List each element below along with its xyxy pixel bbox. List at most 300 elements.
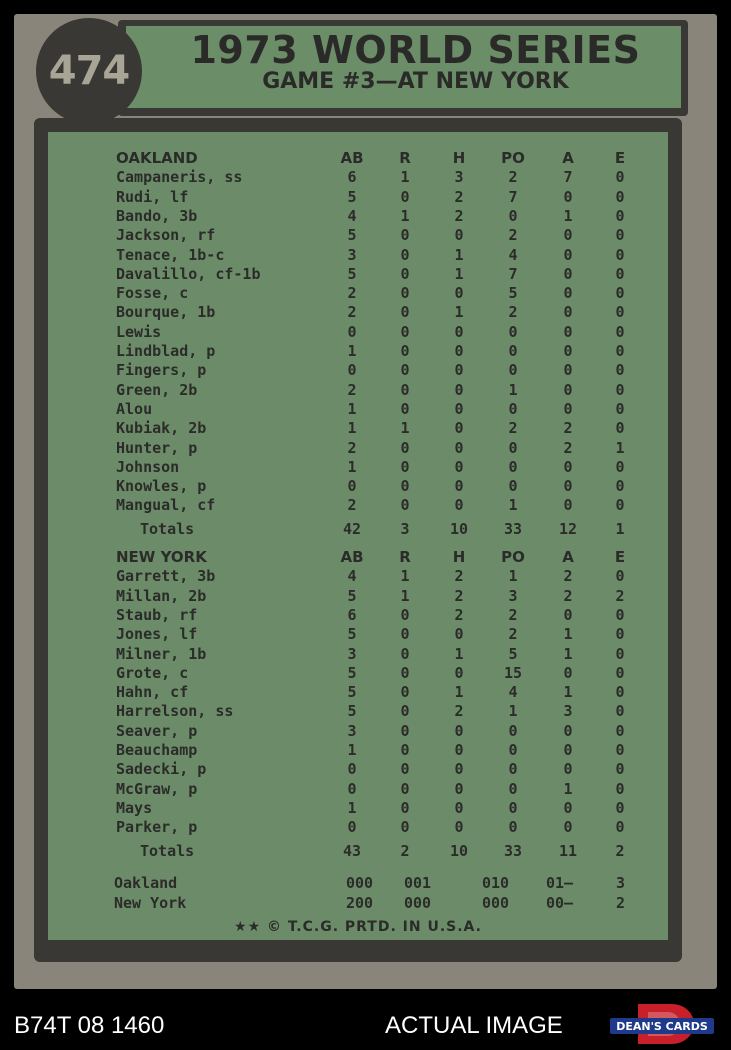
stat-cell: 1	[563, 683, 573, 702]
stat-cell: 0	[400, 702, 410, 721]
line-score-team: New York	[114, 894, 187, 912]
team-header-row	[48, 548, 668, 567]
stat-cell: 0	[347, 818, 357, 837]
stat-cell: 1	[400, 206, 410, 225]
stat-cell: 0	[454, 741, 464, 759]
player-row	[48, 361, 668, 380]
stat-cell: 0	[508, 741, 518, 759]
player-name: Davalillo, cf-1b	[116, 264, 261, 283]
stat-cell: 0	[400, 496, 410, 515]
player-row	[48, 645, 668, 664]
stat-cell: 0	[563, 342, 573, 360]
stat-cell: 0	[454, 798, 464, 817]
deans-cards-logo	[608, 1000, 718, 1048]
column-header: AB	[340, 548, 364, 566]
card-subtitle: GAME #3—AT NEW YORK	[262, 69, 569, 94]
totals-cell: 3	[400, 519, 410, 538]
line-score-runs: 3	[616, 874, 626, 892]
stat-cell: 0	[615, 477, 625, 496]
stat-cell: 0	[400, 779, 410, 798]
stat-cell: 0	[615, 760, 625, 779]
card-title: 1973 WORLD SERIES	[190, 28, 641, 72]
player-row	[48, 760, 668, 779]
stat-cell: 0	[454, 399, 464, 418]
stat-cell: 0	[400, 625, 410, 644]
column-header: H	[452, 149, 466, 167]
stat-cell: 0	[508, 798, 518, 817]
stat-cell: 1	[454, 264, 464, 283]
player-row	[48, 284, 668, 303]
stat-cell: 0	[615, 605, 625, 624]
stat-cell: 0	[454, 361, 464, 380]
stat-cell: 0	[615, 361, 625, 380]
stat-cell: 2	[615, 586, 625, 605]
stat-cell: 0	[400, 342, 410, 360]
player-name: Hunter, p	[116, 438, 198, 457]
stat-cell: 2	[508, 303, 518, 322]
stat-cell: 0	[508, 399, 518, 418]
stat-cell: 0	[400, 644, 410, 663]
stat-cell: 0	[508, 438, 518, 457]
stat-cell: 0	[563, 264, 573, 283]
totals-cell: 1	[615, 519, 625, 538]
stat-cell: 0	[400, 284, 410, 303]
stat-cell: 3	[454, 168, 464, 187]
stat-cell: 0	[615, 567, 625, 586]
stat-cell: 0	[508, 477, 518, 496]
stat-cell: 0	[615, 721, 625, 740]
stat-cell: 0	[508, 342, 518, 360]
column-header: E	[614, 149, 626, 167]
stat-cell: 0	[347, 779, 357, 798]
totals-cell: 43	[342, 841, 362, 860]
totals-cell: 10	[449, 841, 469, 860]
line-score-runs: 2	[616, 894, 626, 912]
stat-cell: 0	[563, 457, 573, 476]
inning-group: 001	[404, 874, 432, 892]
totals-label: Totals	[140, 841, 195, 860]
stat-cell: 1	[563, 644, 573, 663]
player-row	[48, 722, 668, 741]
totals-row	[48, 842, 668, 861]
stat-cell: 0	[454, 496, 464, 515]
inning-group: 000	[482, 894, 510, 912]
stat-cell: 2	[508, 605, 518, 624]
stat-cell: 7	[508, 264, 518, 283]
player-name: Lindblad, p	[116, 342, 216, 360]
actual-image-label: ACTUAL IMAGE	[385, 1012, 563, 1039]
stat-cell: 2	[454, 187, 464, 206]
player-row	[48, 342, 668, 361]
totals-cell: 10	[449, 519, 469, 538]
stat-cell: 3	[563, 702, 573, 721]
stat-cell: 2	[563, 567, 573, 586]
column-header: A	[562, 149, 574, 167]
stat-cell: 0	[563, 477, 573, 496]
totals-row	[48, 520, 668, 539]
player-row	[48, 400, 668, 419]
player-name: Bando, 3b	[116, 206, 198, 225]
stat-cell: 0	[400, 818, 410, 837]
stat-cell: 2	[563, 438, 573, 457]
stat-cell: 0	[615, 322, 625, 341]
stat-cell: 0	[563, 303, 573, 322]
stat-cell: 0	[615, 206, 625, 225]
stat-cell: 0	[615, 399, 625, 418]
player-row	[48, 265, 668, 284]
stat-cell: 1	[508, 380, 518, 399]
column-header: H	[452, 548, 466, 566]
player-name: Campaneris, ss	[116, 168, 243, 187]
stat-cell: 0	[454, 380, 464, 399]
stat-cell: 5	[347, 187, 357, 206]
stat-cell: 1	[508, 702, 518, 721]
stat-cell: 0	[400, 303, 410, 322]
player-name: Mangual, cf	[116, 496, 216, 515]
stat-cell: 0	[400, 187, 410, 206]
player-row	[48, 458, 668, 477]
stat-cell: 2	[347, 496, 357, 515]
stat-cell: 0	[400, 760, 410, 779]
stat-cell: 0	[615, 779, 625, 798]
stat-cell: 0	[563, 721, 573, 740]
player-name: Tenace, 1b-c	[116, 245, 225, 264]
stat-cell: 5	[347, 683, 357, 702]
player-row	[48, 226, 668, 245]
stat-cell: 0	[400, 683, 410, 702]
player-row	[48, 587, 668, 606]
stat-cell: 0	[400, 457, 410, 476]
team-name: NEW YORK	[116, 548, 207, 566]
column-header: PO	[501, 149, 525, 167]
stat-cell: 0	[400, 264, 410, 283]
stat-cell: 1	[563, 779, 573, 798]
stat-cell: 5	[508, 644, 518, 663]
totals-cell: 33	[503, 519, 523, 538]
player-name: Kubiak, 2b	[116, 419, 207, 438]
stat-cell: 0	[400, 477, 410, 496]
stat-cell: 1	[347, 741, 357, 759]
column-header: PO	[501, 548, 525, 566]
player-name: Mays	[116, 798, 153, 817]
totals-cell: 2	[615, 841, 625, 860]
stat-cell: 0	[615, 380, 625, 399]
stat-cell: 0	[615, 187, 625, 206]
stat-cell: 1	[347, 798, 357, 817]
stat-cell: 0	[563, 361, 573, 380]
player-row	[48, 664, 668, 683]
player-name: Beauchamp	[116, 741, 198, 759]
stat-cell: 0	[615, 342, 625, 360]
stat-cell: 0	[400, 380, 410, 399]
stat-cell: 1	[563, 206, 573, 225]
stat-cell: 0	[347, 322, 357, 341]
stat-cell: 1	[454, 303, 464, 322]
stat-cell: 0	[563, 284, 573, 303]
player-name: Lewis	[116, 322, 162, 341]
stat-cell: 0	[615, 702, 625, 721]
stat-cell: 0	[400, 322, 410, 341]
stat-cell: 1	[347, 419, 357, 438]
totals-cell: 33	[503, 841, 523, 860]
stat-cell: 0	[454, 342, 464, 360]
stat-cell: 0	[563, 798, 573, 817]
team-name: OAKLAND	[116, 149, 198, 167]
player-name: Grote, c	[116, 663, 189, 682]
logo-text: DEAN'S CARDS	[616, 1020, 708, 1033]
stat-cell: 1	[615, 438, 625, 457]
stat-cell: 5	[347, 264, 357, 283]
player-name: Fingers, p	[116, 361, 207, 380]
stat-cell: 0	[454, 226, 464, 245]
stat-cell: 4	[508, 245, 518, 264]
stat-cell: 4	[347, 567, 357, 586]
stat-cell: 0	[400, 399, 410, 418]
stat-cell: 0	[615, 644, 625, 663]
player-row	[48, 567, 668, 586]
stat-cell: 4	[508, 683, 518, 702]
player-row	[48, 818, 668, 837]
player-name: Parker, p	[116, 818, 198, 837]
stat-cell: 1	[400, 168, 410, 187]
inning-group: 000	[404, 894, 432, 912]
player-row	[48, 606, 668, 625]
stat-cell: 0	[508, 760, 518, 779]
stat-cell: 0	[454, 721, 464, 740]
card-number-badge: 474	[36, 18, 142, 124]
player-row	[48, 702, 668, 721]
stat-cell: 3	[347, 245, 357, 264]
stat-cell: 0	[454, 477, 464, 496]
player-name: Millan, 2b	[116, 586, 207, 605]
player-name: Alou	[116, 399, 153, 418]
column-header: E	[614, 548, 626, 566]
stat-cell: 0	[563, 187, 573, 206]
stat-cell: 1	[454, 683, 464, 702]
stat-cell: 0	[454, 284, 464, 303]
inning-group: 00—	[546, 894, 574, 912]
stat-cell: 0	[508, 818, 518, 837]
stat-cell: 1	[454, 245, 464, 264]
stat-cell: 2	[508, 625, 518, 644]
stat-cell: 2	[347, 284, 357, 303]
stat-cell: 0	[400, 438, 410, 457]
stat-cell: 0	[347, 477, 357, 496]
player-name: Johnson	[116, 457, 180, 476]
stat-cell: 1	[347, 457, 357, 476]
stat-cell: 0	[508, 322, 518, 341]
stat-cell: 0	[563, 496, 573, 515]
stat-cell: 4	[347, 206, 357, 225]
player-row	[48, 683, 668, 702]
stat-cell: 0	[615, 663, 625, 682]
stat-cell: 0	[454, 818, 464, 837]
stat-cell: 1	[347, 342, 357, 360]
player-row	[48, 207, 668, 226]
stat-cell: 1	[400, 419, 410, 438]
player-row	[48, 168, 668, 187]
stat-cell: 2	[454, 702, 464, 721]
stat-cell: 2	[454, 586, 464, 605]
column-header: R	[399, 548, 411, 566]
inning-group: 010	[482, 874, 510, 892]
inning-group: 200	[346, 894, 374, 912]
player-row	[48, 419, 668, 438]
player-name: Garrett, 3b	[116, 567, 216, 586]
stat-cell: 0	[454, 457, 464, 476]
stat-cell: 7	[563, 168, 573, 187]
player-row	[48, 303, 668, 322]
player-name: Hahn, cf	[116, 683, 189, 702]
stat-cell: 2	[454, 567, 464, 586]
player-name: Milner, 1b	[116, 644, 207, 663]
player-row	[48, 496, 668, 515]
stat-cell: 0	[508, 779, 518, 798]
line-score-team: Oakland	[114, 874, 178, 892]
stat-cell: 0	[400, 361, 410, 380]
stat-cell: 0	[615, 741, 625, 759]
stat-cell: 0	[400, 721, 410, 740]
player-name: Jones, lf	[116, 625, 198, 644]
stat-cell: 5	[347, 702, 357, 721]
stat-cell: 0	[400, 798, 410, 817]
stat-cell: 0	[400, 226, 410, 245]
stat-cell: 0	[563, 399, 573, 418]
stat-cell: 0	[454, 322, 464, 341]
stat-cell: 2	[563, 419, 573, 438]
player-row	[48, 780, 668, 799]
stat-cell: 0	[563, 380, 573, 399]
stat-cell: 0	[563, 663, 573, 682]
stat-cell: 0	[563, 741, 573, 759]
player-name: Sadecki, p	[116, 760, 207, 779]
player-row	[48, 799, 668, 818]
player-name: Jackson, rf	[116, 226, 216, 245]
stat-cell: 0	[347, 760, 357, 779]
player-name: McGraw, p	[116, 779, 198, 798]
player-row	[48, 439, 668, 458]
player-name: Green, 2b	[116, 380, 198, 399]
stat-cell: 0	[615, 798, 625, 817]
stat-cell: 2	[454, 605, 464, 624]
stat-cell: 1	[400, 567, 410, 586]
stat-cell: 0	[563, 322, 573, 341]
stat-cell: 6	[347, 605, 357, 624]
stat-cell: 0	[454, 779, 464, 798]
player-row	[48, 188, 668, 207]
stat-cell: 0	[563, 605, 573, 624]
stat-cell: 1	[454, 644, 464, 663]
player-name: Knowles, p	[116, 477, 207, 496]
stat-cell: 2	[508, 168, 518, 187]
stat-cell: 3	[347, 721, 357, 740]
stat-cell: 5	[508, 284, 518, 303]
stat-cell: 2	[347, 380, 357, 399]
player-name: Harrelson, ss	[116, 702, 234, 721]
column-header: R	[399, 149, 411, 167]
stat-cell: 0	[615, 284, 625, 303]
stat-cell: 2	[508, 226, 518, 245]
stat-cell: 0	[615, 625, 625, 644]
stat-cell: 2	[508, 419, 518, 438]
stat-cell: 0	[615, 226, 625, 245]
stat-cell: 5	[347, 226, 357, 245]
inventory-code: B74T 08 1460	[14, 1012, 165, 1039]
copyright-line: ★★ © T.C.G. PRTD. IN U.S.A.	[234, 919, 482, 935]
stat-cell: 5	[347, 586, 357, 605]
team-header-row	[48, 149, 668, 168]
stat-cell: 5	[347, 663, 357, 682]
player-row	[48, 246, 668, 265]
player-row	[48, 741, 668, 760]
stat-cell: 3	[347, 644, 357, 663]
totals-cell: 2	[400, 841, 410, 860]
player-name: Seaver, p	[116, 721, 198, 740]
stat-cell: 15	[503, 663, 523, 682]
title-panel	[126, 26, 681, 108]
column-header: A	[562, 548, 574, 566]
stat-cell: 0	[615, 264, 625, 283]
stat-cell: 0	[400, 663, 410, 682]
stat-cell: 6	[347, 168, 357, 187]
player-row	[48, 323, 668, 342]
stat-cell: 2	[347, 438, 357, 457]
stat-cell: 1	[400, 586, 410, 605]
inning-group: 01—	[546, 874, 574, 892]
stat-cell: 0	[400, 741, 410, 759]
player-name: Rudi, lf	[116, 187, 189, 206]
stat-cell: 0	[454, 419, 464, 438]
stat-cell: 0	[454, 625, 464, 644]
stat-cell: 0	[615, 496, 625, 515]
stat-cell: 0	[347, 361, 357, 380]
line-score-row	[48, 894, 668, 914]
stat-cell: 2	[454, 206, 464, 225]
stat-cell: 3	[508, 586, 518, 605]
totals-cell: 42	[342, 519, 362, 538]
stat-cell: 1	[563, 625, 573, 644]
totals-cell: 12	[558, 519, 578, 538]
stat-cell: 0	[508, 206, 518, 225]
column-header: AB	[340, 149, 364, 167]
stat-cell: 0	[615, 245, 625, 264]
stat-cell: 5	[347, 625, 357, 644]
player-row	[48, 625, 668, 644]
player-name: Fosse, c	[116, 284, 189, 303]
stat-cell: 0	[615, 818, 625, 837]
line-score-row	[48, 874, 668, 894]
stat-cell: 1	[508, 496, 518, 515]
stat-cell: 0	[563, 226, 573, 245]
box-score-panel	[48, 132, 668, 940]
stat-cell: 0	[615, 457, 625, 476]
stat-cell: 1	[508, 567, 518, 586]
stat-cell: 0	[563, 818, 573, 837]
inning-group: 000	[346, 874, 374, 892]
stat-cell: 0	[615, 303, 625, 322]
stat-cell: 0	[454, 663, 464, 682]
totals-label: Totals	[140, 519, 195, 538]
stat-cell: 0	[454, 760, 464, 779]
player-row	[48, 477, 668, 496]
stat-cell: 0	[508, 457, 518, 476]
stat-cell: 0	[615, 419, 625, 438]
stat-cell: 0	[615, 683, 625, 702]
stat-cell: 0	[454, 438, 464, 457]
stat-cell: 0	[615, 168, 625, 187]
stat-cell: 0	[400, 605, 410, 624]
stat-cell: 0	[563, 760, 573, 779]
